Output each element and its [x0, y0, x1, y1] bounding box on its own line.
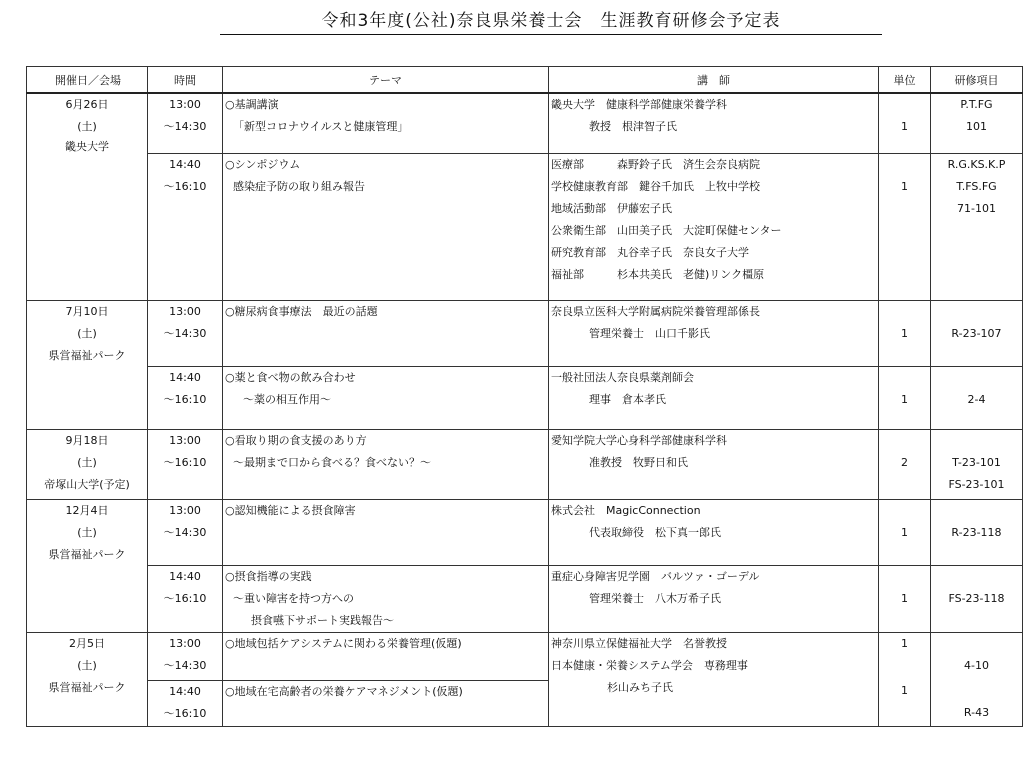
- theme-line: ○認知機能による摂食障害: [225, 503, 356, 517]
- table-row: [27, 499, 1023, 565]
- item-cell: [931, 680, 1023, 726]
- lecturer-cell: [549, 499, 879, 565]
- theme-line: ○シンポジウム: [225, 157, 301, 171]
- header-theme: テーマ: [223, 67, 549, 94]
- item-cell: [931, 429, 1023, 499]
- theme-line: ○基調講演: [225, 98, 279, 111]
- end-time: ～16:10: [163, 706, 207, 720]
- lecturer-line: 管理栄養士 山口千影氏: [589, 326, 710, 340]
- unit-cell: [879, 680, 931, 726]
- lecturer-line: 地域活動部 伊藤宏子氏: [551, 201, 672, 215]
- theme-line: ○糖尿病食事療法 最近の話題: [225, 304, 378, 318]
- unit-value: 1: [901, 636, 908, 650]
- item-code: 2-4: [967, 392, 986, 406]
- date-cell: [27, 429, 148, 499]
- unit-value: 1: [901, 179, 908, 193]
- lecturer-line: 杉山みち子氏: [607, 680, 673, 694]
- item-code: R-23-118: [951, 525, 1002, 539]
- theme-cell: [223, 632, 549, 680]
- theme-line: ～重い障害を持つ方への: [233, 591, 354, 605]
- item-code: T.FS.FG: [956, 179, 997, 193]
- time-cell: [148, 153, 223, 300]
- end-time: ～16:10: [163, 455, 207, 469]
- start-time: 14:40: [169, 684, 201, 698]
- item-code: 101: [966, 120, 987, 133]
- time-cell: [148, 499, 223, 565]
- venue-text: 県営福祉パーク: [48, 547, 126, 561]
- end-time: ～14:30: [163, 658, 207, 672]
- theme-line: 摂食嚥下サポート実践報告～: [251, 613, 394, 627]
- header-time: 時間: [148, 67, 223, 94]
- theme-line: ○薬と食べ物の飲み合わせ: [225, 370, 356, 384]
- theme-cell: [223, 366, 549, 429]
- lecturer-line: 代表取締役 松下真一郎氏: [589, 525, 721, 539]
- table-row: [27, 565, 1023, 632]
- start-time: 13:00: [169, 304, 201, 318]
- end-time: ～14:30: [163, 326, 207, 340]
- date-cell: [27, 632, 148, 726]
- theme-cell: [223, 153, 549, 300]
- lecturer-line: 管理栄養士 八木万希子氏: [589, 591, 721, 605]
- theme-line: 「新型コロナウイルスと健康管理」: [233, 120, 409, 133]
- item-code: FS-23-118: [948, 591, 1005, 605]
- time-cell: [148, 680, 223, 726]
- unit-value: 1: [901, 684, 908, 697]
- lecturer-cell: [549, 300, 879, 366]
- weekday-text: (土): [77, 120, 97, 133]
- schedule-table: [26, 66, 1023, 727]
- table-row: [27, 153, 1023, 300]
- time-cell: [148, 93, 223, 153]
- end-time: ～14:30: [163, 525, 207, 539]
- weekday-text: (土): [77, 525, 97, 539]
- header-unit: 単位: [879, 67, 931, 94]
- theme-line: ～最期まで口から食べる？食べない？～: [233, 455, 431, 469]
- lecturer-line: 奈良県立医科大学附属病院栄養管理部係長: [551, 304, 760, 318]
- weekday-text: (土): [77, 455, 97, 469]
- venue-text: 帝塚山大学(予定): [44, 477, 130, 491]
- header-row: [27, 67, 1023, 94]
- theme-cell: [223, 300, 549, 366]
- item-cell: [931, 499, 1023, 565]
- item-code: 4-10: [964, 658, 989, 672]
- unit-cell: [879, 565, 931, 632]
- start-time: 14:40: [169, 157, 201, 171]
- item-code: T-23-101: [952, 455, 1001, 469]
- lecturer-line: 愛知学院大学心身科学部健康科学科: [551, 433, 727, 447]
- time-cell: [148, 366, 223, 429]
- theme-line: 感染症予防の取り組み報告: [233, 179, 365, 193]
- lecturer-line: 株式会社 MagicConnection: [551, 503, 701, 517]
- item-cell: [931, 632, 1023, 680]
- item-cell: [931, 565, 1023, 632]
- header-lecturer: 講 師: [549, 67, 879, 94]
- lecturer-cell: [549, 429, 879, 499]
- unit-cell: [879, 93, 931, 153]
- item-code: 71-101: [957, 201, 996, 215]
- lecturer-line: 准教授 牧野日和氏: [589, 455, 688, 469]
- item-code: FS-23-101: [948, 477, 1005, 491]
- lecturer-cell: [549, 565, 879, 632]
- end-time: ～16:10: [163, 392, 207, 406]
- header-date: 開催日／会場: [27, 67, 148, 94]
- unit-cell: [879, 499, 931, 565]
- lecturer-line: 畿央大学 健康科学部健康栄養学科: [551, 98, 727, 111]
- unit-value: 2: [901, 455, 908, 469]
- time-cell: [148, 300, 223, 366]
- start-time: 13:00: [169, 98, 201, 111]
- item-cell: [931, 93, 1023, 153]
- unit-value: 1: [901, 326, 908, 340]
- weekday-text: (土): [77, 658, 97, 672]
- lecturer-line: 重症心身障害児学園 バルツァ・ゴーデル: [551, 569, 760, 583]
- item-code: R.G.KS.K.P: [947, 157, 1006, 171]
- start-time: 13:00: [169, 503, 201, 517]
- weekday-text: (土): [77, 326, 97, 340]
- theme-cell: [223, 429, 549, 499]
- start-time: 13:00: [169, 433, 201, 447]
- venue-text: 県営福祉パーク: [48, 348, 126, 362]
- time-cell: [148, 429, 223, 499]
- theme-cell: [223, 680, 549, 726]
- end-time: ～14:30: [163, 120, 207, 133]
- theme-line: ○摂食指導の実践: [225, 569, 312, 583]
- date-text: 2月5日: [69, 636, 105, 650]
- start-time: 14:40: [169, 370, 201, 384]
- theme-line: ○地域在宅高齢者の栄養ケアマネジメント(仮題): [225, 684, 463, 698]
- page-title: 令和3年度(公社)奈良県栄養士会 生涯教育研修会予定表: [220, 8, 882, 35]
- theme-cell: [223, 499, 549, 565]
- item-code: P.T.FG: [960, 98, 993, 111]
- date-text: 7月10日: [65, 304, 109, 318]
- time-cell: [148, 565, 223, 632]
- lecturer-cell: [549, 153, 879, 300]
- item-cell: [931, 366, 1023, 429]
- lecturer-line: 日本健康・栄養システム学会 専務理事: [551, 658, 748, 672]
- date-cell: [27, 93, 148, 300]
- start-time: 14:40: [169, 569, 201, 583]
- lecturer-cell: [549, 366, 879, 429]
- venue-text: 県営福祉パーク: [48, 680, 126, 694]
- end-time: ～16:10: [163, 591, 207, 605]
- item-code: R-43: [963, 706, 990, 719]
- date-text: 6月26日: [65, 98, 109, 111]
- unit-value: 1: [901, 392, 908, 406]
- unit-value: 1: [901, 591, 908, 605]
- date-cell: [27, 499, 148, 632]
- table-row: [27, 632, 1023, 680]
- lecturer-cell: [549, 93, 879, 153]
- item-cell: [931, 300, 1023, 366]
- unit-cell: [879, 366, 931, 429]
- item-cell: [931, 153, 1023, 300]
- unit-value: 1: [901, 120, 908, 133]
- header-item: 研修項目: [931, 67, 1023, 94]
- unit-value: 1: [901, 525, 908, 539]
- venue-text: 畿央大学: [65, 140, 109, 153]
- end-time: ～16:10: [163, 179, 207, 193]
- time-cell: [148, 632, 223, 680]
- table-row: [27, 300, 1023, 366]
- unit-cell: [879, 153, 931, 300]
- start-time: 13:00: [169, 636, 201, 650]
- theme-line: ～薬の相互作用～: [243, 392, 331, 406]
- table-row: [27, 93, 1023, 153]
- lecturer-line: 学校健康教育部 鍵谷千加氏 上牧中学校: [551, 179, 760, 193]
- item-code: R-23-107: [951, 326, 1002, 340]
- table-row: [27, 429, 1023, 499]
- theme-cell: [223, 93, 549, 153]
- table-row: [27, 366, 1023, 429]
- lecturer-line: 教授 根津智子氏: [589, 120, 677, 133]
- lecturer-line: 公衆衛生部 山田美子氏 大淀町保健センター: [551, 223, 782, 237]
- theme-line: ○看取り期の食支援のあり方: [225, 433, 367, 447]
- date-text: 12月4日: [65, 503, 109, 517]
- lecturer-line: 神奈川県立保健福祉大学 名誉教授: [551, 636, 727, 650]
- theme-line: ○地域包括ケアシステムに関わる栄養管理(仮題): [225, 636, 462, 650]
- lecturer-line: 福祉部 杉本共美氏 老健)リンク橿原: [551, 267, 765, 281]
- unit-cell: [879, 300, 931, 366]
- lecturer-cell: [549, 632, 879, 726]
- lecturer-line: 一般社団法人奈良県薬剤師会: [551, 370, 694, 384]
- lecturer-line: 研究教育部 丸谷幸子氏 奈良女子大学: [551, 245, 749, 259]
- unit-cell: [879, 429, 931, 499]
- date-text: 9月18日: [65, 433, 109, 447]
- unit-cell: [879, 632, 931, 680]
- date-cell: [27, 300, 148, 429]
- theme-cell: [223, 565, 549, 632]
- lecturer-line: 医療部 森野鈴子氏 済生会奈良病院: [551, 157, 760, 171]
- lecturer-line: 理事 倉本孝氏: [589, 392, 666, 406]
